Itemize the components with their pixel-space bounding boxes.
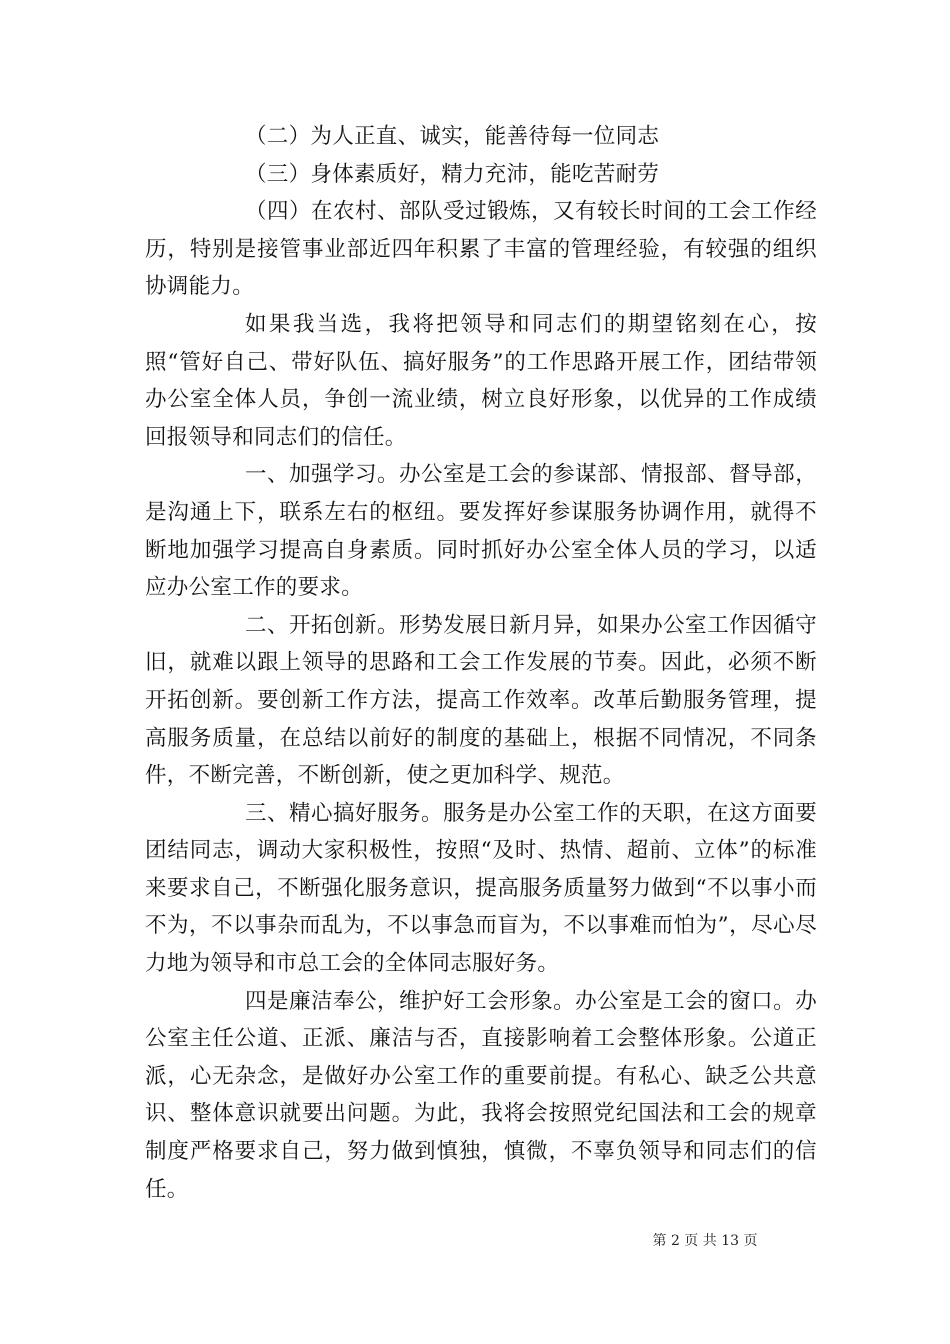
paragraph-qualification-3: （三）身体素质好，精力充沛，能吃苦耐劳 — [245, 161, 660, 187]
paragraph-service: 三、精心搞好服务。服务是办公室工作的天职，在这方面要团结同志，调动大家积极性，按照“及时、热情、超前、立体”的标准来要求自己，不断强化服务意识，提高服务质量努力做到“不以事小而不为，不以事杂而乱为，不以事急而盲为，不以事难而怕为”，尽心尽力地为领导和市总工会的全体同志服好务。 — [145, 800, 817, 977]
page-footer — [0, 1232, 950, 1250]
paragraph-qualification-2: （二）为人正直、诚实，能善待每一位同志 — [245, 124, 660, 149]
paragraph-strengthen-learning: 一、加强学习。办公室是工会的参谋部、情报部、督导部，是沟通上下，联系左右的枢纽。要发挥好参谋服务协调作用，就得不断地加强学习提高自身素质。同时抓好办公室全体人员的学习，以适应办公室工作的要求。 — [145, 462, 817, 601]
paragraph-if-elected: 如果我当选，我将把领导和同志们的期望铭刻在心，按照“管好自己、带好队伍、搞好服务”的工作思路开展工作，团结带领办公室全体人员，争创一流业绩，树立良好形象，以优异的工作成绩回报领导和同志们的信任。 — [145, 311, 817, 450]
document-body — [145, 118, 817, 1208]
paragraph-innovation: 二、开拓创新。形势发展日新月异，如果办公室工作因循守旧，就难以跟上领导的思路和工会工作发展的节奏。因此，必须不断开拓创新。要创新工作方法，提高工作效率。改革后勤服务管理，提高服务质量，在总结以前好的制度的基础上，根据不同情况，不同条件，不断完善，不断创新，使之更加科学、规范。 — [145, 612, 817, 789]
paragraph-qualification-4: （四）在农村、部队受过锻炼，又有较长时间的工会工作经历，特别是接管事业部近四年积累了丰富的管理经验，有较强的组织协调能力。 — [145, 199, 817, 300]
page-number-label: 第 2 页 共 13 页 — [652, 1233, 758, 1249]
paragraph-integrity: 四是廉洁奉公，维护好工会形象。办公室是工会的窗口。办公室主任公道、正派、廉洁与否，直接影响着工会整体形象。公道正派，心无杂念，是做好办公室工作的重要前提。有私心、缺乏公共意识、整体意识就要出问题。为此，我将会按照党纪国法和工会的规章制度严格要求自己，努力做到慎独，慎微，不辜负领导和同志们的信任。 — [145, 988, 817, 1202]
